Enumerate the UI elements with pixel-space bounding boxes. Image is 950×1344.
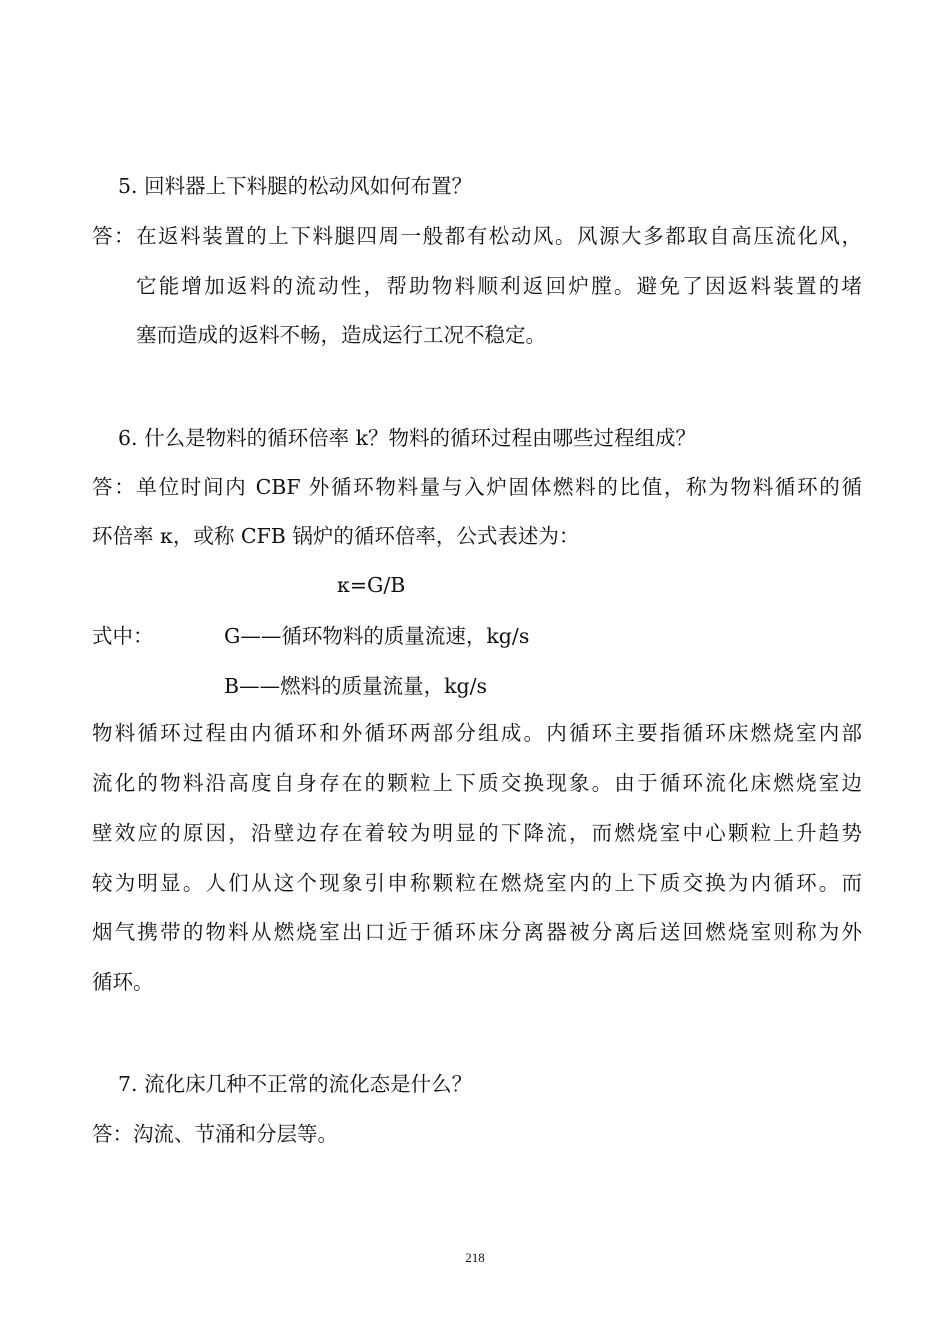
answer-5-line-3: 塞而造成的返料不畅，造成运行工况不稳定。 (136, 323, 546, 347)
where-label: 式中： (92, 624, 154, 648)
question-5: 5. 回料器上下料腿的松动风如何布置？ (118, 174, 473, 198)
where-item-g: G——循环物料的质量流速，kg/s (224, 624, 530, 648)
page-number: 218 (465, 1250, 485, 1265)
paragraph-line-3: 壁效应的原因，沿壁边存在着较为明显的下降流，而燃烧室中心颗粒上升趋势 (92, 821, 862, 845)
paragraph-line-6: 循环。 (92, 970, 154, 994)
answer-6-line-1: 答：单位时间内 CBF 外循环物料量与入炉固体燃料的比值，称为物料循环的循 (92, 475, 862, 499)
answer-7: 答：沟流、节涌和分层等。 (92, 1122, 338, 1146)
paragraph-line-5: 烟气携带的物料从燃烧室出口近于循环床分离器被分离后送回燃烧室则称为外 (92, 920, 862, 944)
answer-5-line-2: 它能增加返料的流动性，帮助物料顺利返回炉膛。避免了因返料装置的堵 (136, 274, 862, 298)
answer-5-line-1: 答：在返料装置的上下料腿四周一般都有松动风。风源大多都取自高压流化风， (92, 224, 862, 248)
paragraph-line-4: 较为明显。人们从这个现象引申称颗粒在燃烧室内的上下质交换为内循环。而 (92, 871, 862, 895)
paragraph-line-1: 物料循环过程由内循环和外循环两部分组成。内循环主要指循环床燃烧室内部 (92, 721, 862, 745)
question-6: 6. 什么是物料的循环倍率 k？物料的循环过程由哪些过程组成？ (118, 426, 697, 450)
where-item-b: B——燃料的质量流量，kg/s (224, 674, 488, 698)
answer-6-line-2: 环倍率 κ，或称 CFB 锅炉的循环倍率，公式表述为： (92, 524, 580, 548)
paragraph-line-2: 流化的物料沿高度自身存在的颗粒上下质交换现象。由于循环流化床燃烧室边 (92, 771, 862, 795)
question-7: 7. 流化床几种不正常的流化态是什么？ (118, 1072, 473, 1096)
formula: κ=G/B (337, 573, 406, 597)
